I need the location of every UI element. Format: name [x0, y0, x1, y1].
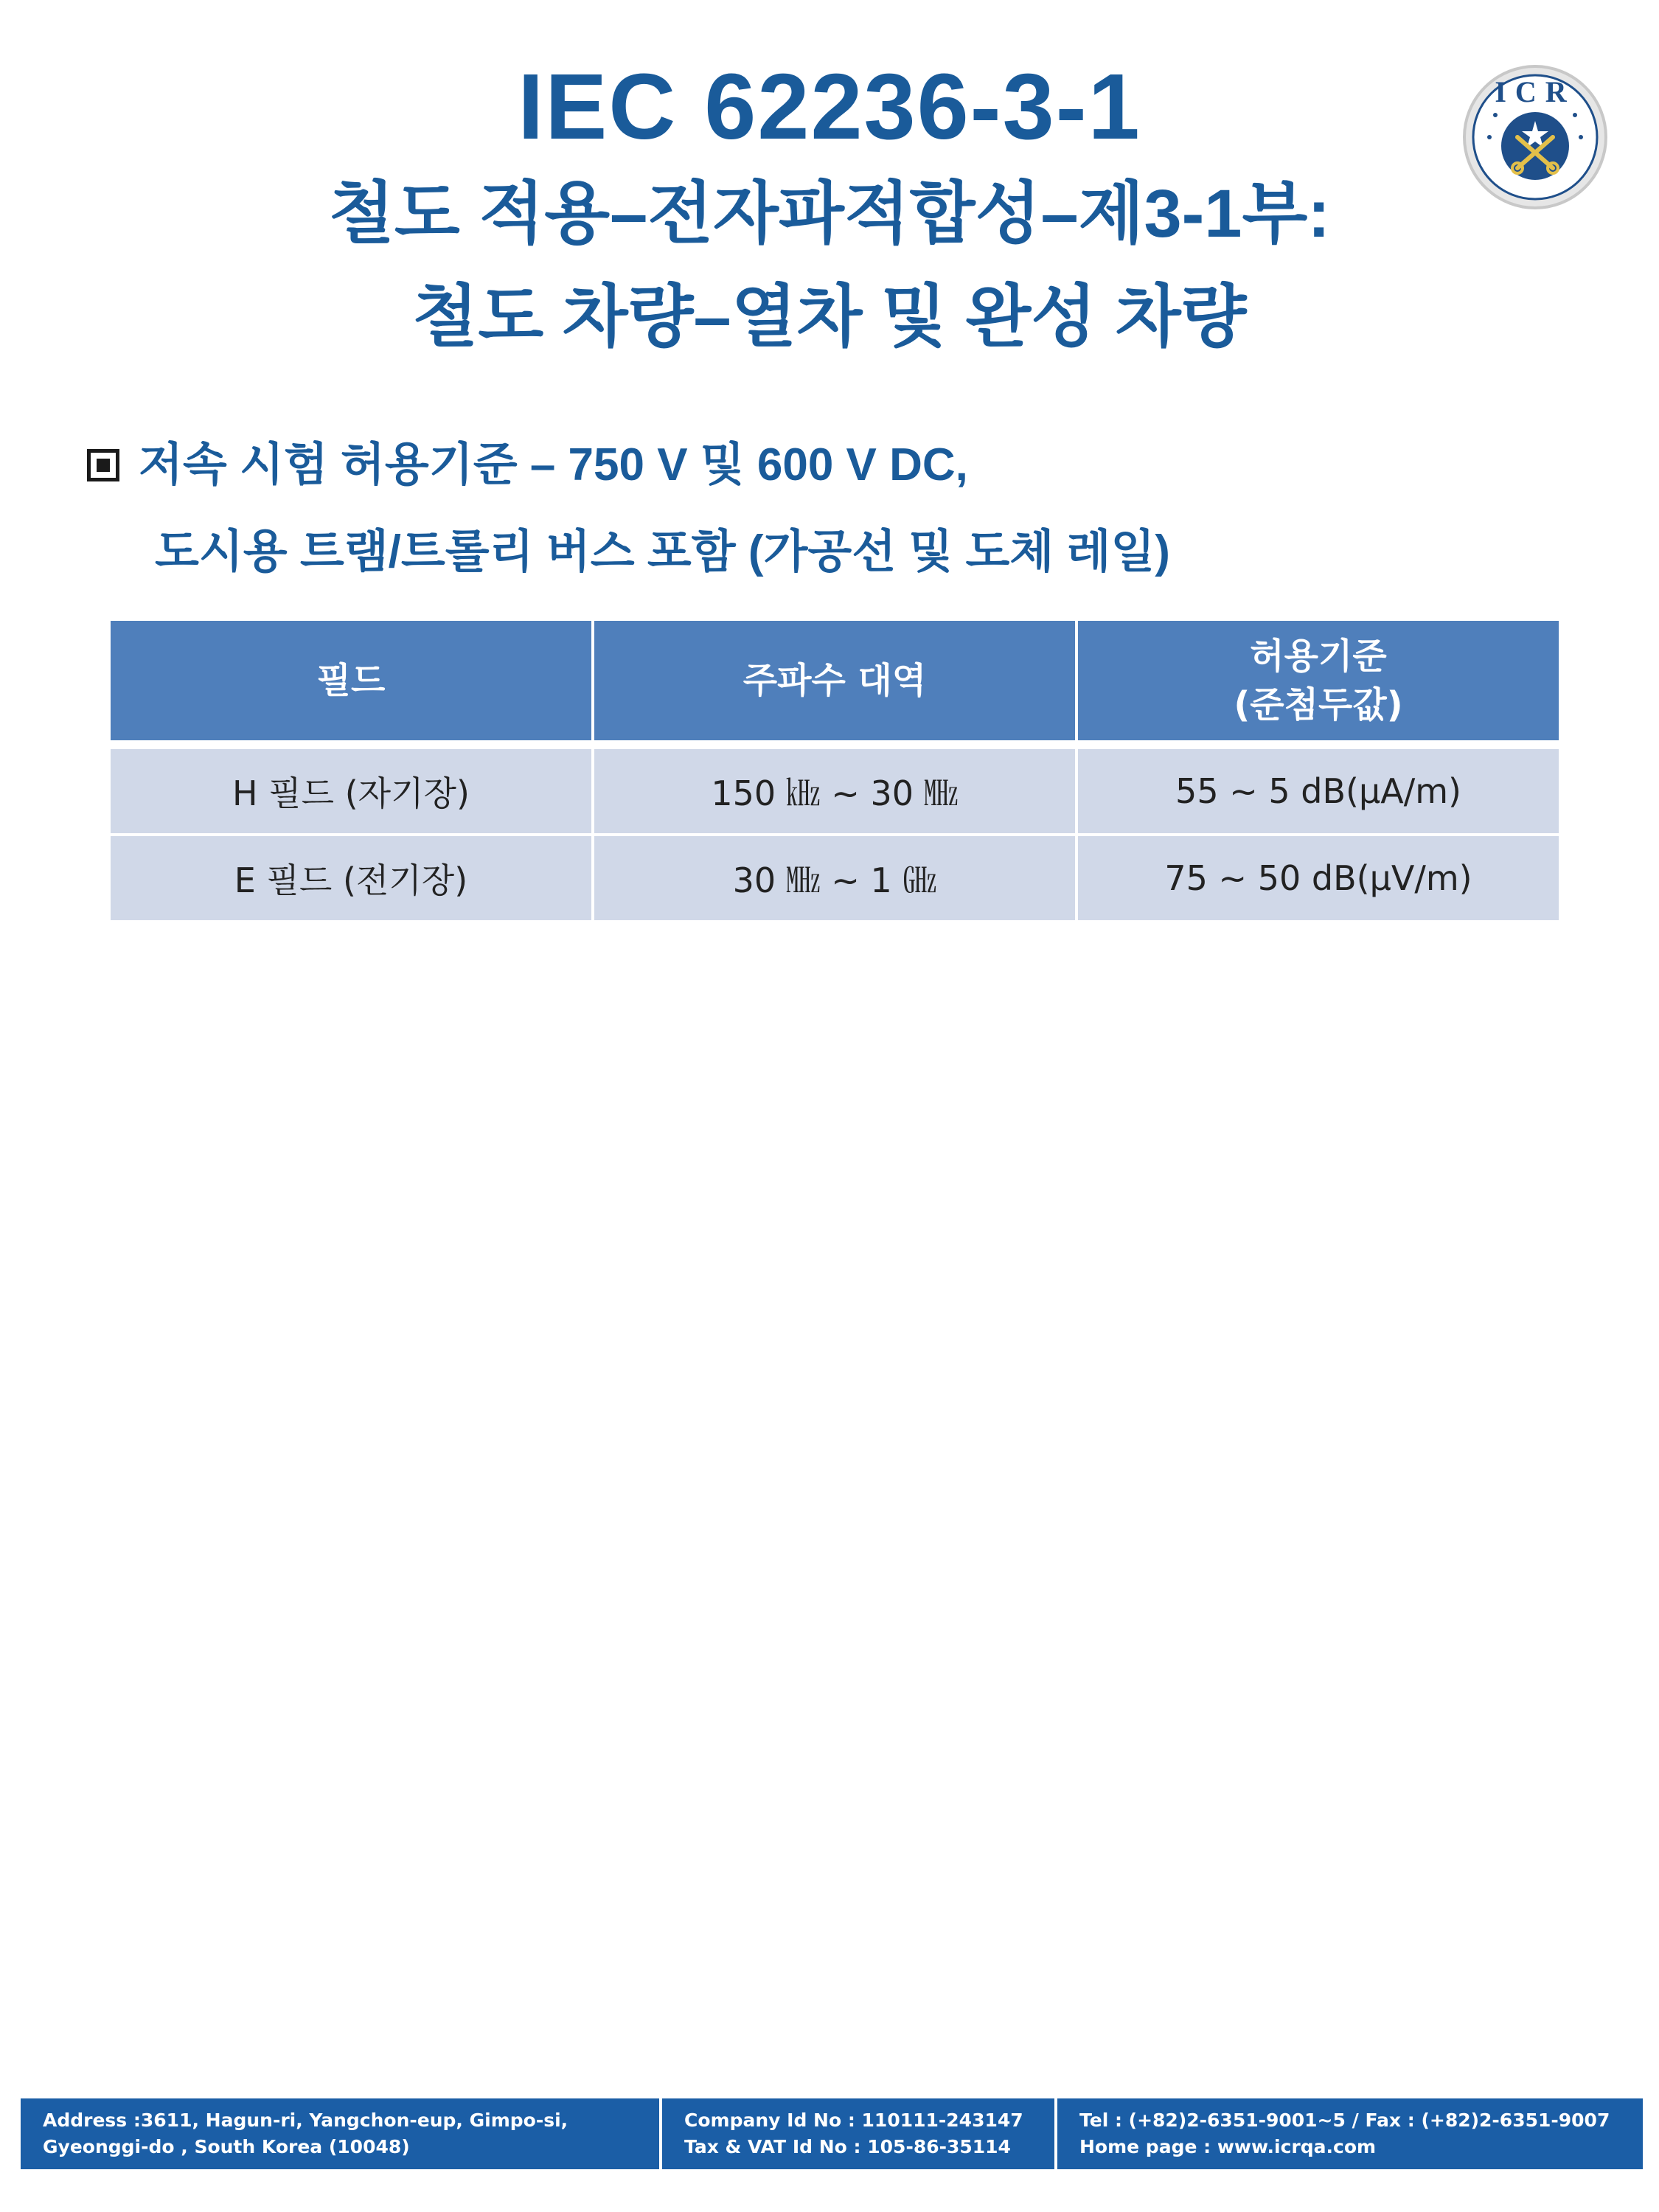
title-korean-line2: 철도 차량–열차 및 완성 차량 — [412, 279, 1247, 355]
cell-field: H 필드 (자기장) — [109, 745, 593, 835]
header-limit: 허용기준 (준첨두값) — [1077, 619, 1560, 745]
footer-contact: Tel : (+82)2-6351-9001~5 / Fax : (+82)2-6351-9007 Home page : www.icrqa.com — [1054, 2098, 1643, 2169]
table-row — [109, 835, 1560, 922]
document-title — [111, 52, 1548, 369]
cell-frequency: 150 ㎑ ~ 30 ㎒ — [593, 745, 1077, 835]
footer-company-ids: Company Id No : 110111-243147 Tax & VAT Id No : 105-86-35114 — [659, 2098, 1054, 2169]
section-heading-line1: 저속 시험 허용기준 – 750 V 및 600 V DC, — [87, 422, 1488, 509]
table-row — [109, 745, 1560, 835]
section-heading — [87, 422, 1488, 596]
cell-limit: 75 ~ 50 dB(μV/m) — [1077, 835, 1560, 922]
title-korean-line1: 철도 적용–전자파적합성–제3-1부: — [329, 176, 1330, 251]
cell-field: E 필드 (전기장) — [109, 835, 593, 922]
section-heading-line2: 도시용 트램/트롤리 버스 포함 (가공선 및 도체 레일) — [155, 526, 1170, 577]
table-header-row — [109, 619, 1560, 745]
standard-number: IEC 62236-3-1 — [518, 55, 1141, 159]
header-field: 필드 — [109, 619, 593, 745]
header-frequency-band: 주파수 대역 — [593, 619, 1077, 745]
square-bullet-icon — [87, 449, 119, 481]
cell-frequency: 30 ㎒ ~ 1 ㎓ — [593, 835, 1077, 922]
svg-text:ICR: ICR — [1495, 75, 1576, 108]
emission-limits-table — [108, 618, 1562, 923]
footer-address: Address :3611, Hagun-ri, Yangchon-eup, Gimpo-si, Gyeonggi-do , South Korea (10048) — [43, 2110, 568, 2157]
footer-bar — [21, 2098, 1643, 2169]
icr-logo — [1461, 63, 1609, 211]
cell-limit: 55 ~ 5 dB(μA/m) — [1077, 745, 1560, 835]
